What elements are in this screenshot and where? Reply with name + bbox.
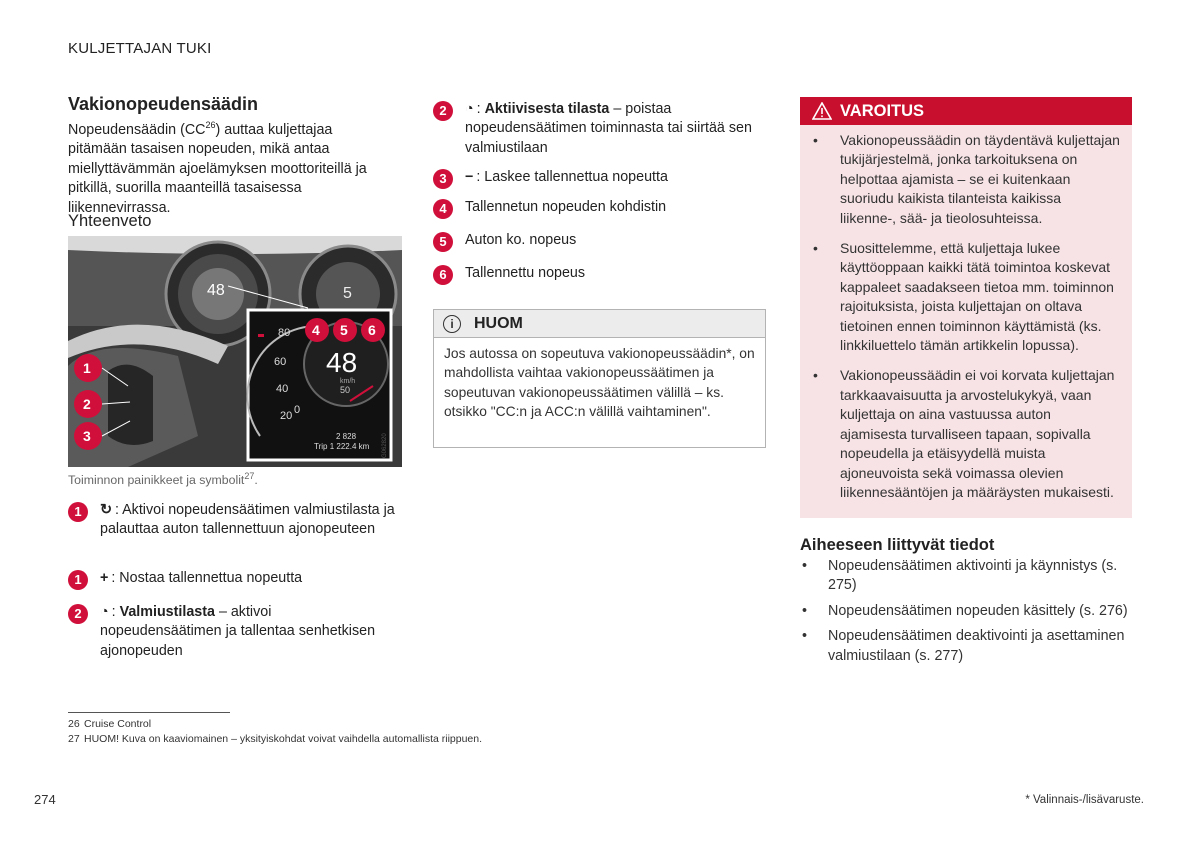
list-item: 2 ◔ : Aktiivisesta tilasta – poistaa nopeudensäätimen toiminnasta tai siirtää sen valmiustilaan (433, 101, 766, 159)
footnote-divider (68, 712, 230, 713)
plus-icon: + (100, 570, 109, 586)
warning-item: • Vakionopeussäädin on täydentävä kuljettajan tukijärjestelmä, jonka tarkoituksena on helpottaa ajamista – se ei kuitenkaan suoriudu kaikista tilanteista kaikissa liikenne-, sää- ja tieolosuhteissa. (800, 131, 1120, 228)
optional-equipment-note: * Valinnais-/lisävaruste. (1025, 794, 1144, 806)
callout-4: 4 (312, 322, 320, 338)
related-links (800, 557, 1130, 672)
related-link[interactable]: • Nopeudensäätimen nopeuden käsittely (s. 276) (800, 602, 1130, 621)
note-box (433, 309, 766, 448)
note-label: HUOM (474, 315, 523, 332)
callout-1: 1 (83, 360, 91, 376)
list-item: 1 ↻ : Aktivoi nopeudensäätimen valmiustilasta ja palauttaa auton tallennettuun ajonopeuteen (68, 502, 398, 560)
callout-5: 5 (340, 322, 348, 338)
list-item: 6 Tallennettu nopeus (433, 265, 766, 285)
callout-badge: 2 (433, 101, 453, 121)
minus-icon: − (465, 169, 474, 185)
note-text: Jos autossa on sopeutuva vakionopeussäädin*, on mahdollista vaihtaa vakionopeussäätimen ja sopeutuvan vakionopeussäätimen välillä – ks. otsikko "CC:n ja ACC:n välillä vaihtaminen". (444, 346, 755, 420)
dashboard-illustration (68, 236, 402, 467)
list-item: 4 Tallennetun nopeuden kohdistin (433, 199, 766, 219)
scale-tick: 0 (294, 404, 301, 416)
scale-tick: 80 (278, 327, 291, 339)
warning-label: VAROITUS (840, 102, 925, 120)
callout-badge: 1 (68, 502, 88, 522)
left-gauge-speed: 48 (207, 282, 225, 299)
zoom-set-speed: 50 (340, 385, 351, 395)
related-heading: Aiheeseen liittyvät tiedot (800, 536, 995, 554)
list-item: 3 − : Laskee tallennettua nopeutta (433, 169, 766, 189)
resume-icon: ↻ (100, 502, 112, 518)
cruise-gauge-icon: ◔ (100, 604, 109, 620)
callout-badge: 3 (433, 169, 453, 189)
figure-caption: Toiminnon painikkeet ja symbolit$^{27}$. (68, 470, 258, 487)
list-item: 5 Auton ko. nopeus (433, 232, 766, 252)
scale-tick: 60 (274, 356, 287, 368)
footnote-27: 27 HUOM! Kuva on kaaviomainen – yksityiskohdat voivat vaihdella automallista riippuen. (68, 733, 483, 745)
callout-badge: 6 (433, 265, 453, 285)
overview-heading: Yhteenveto (68, 212, 152, 230)
info-icon: i (443, 315, 461, 333)
footnote-ref-26[interactable]: 26 (205, 120, 216, 131)
warning-item: • Vakionopeussäädin ei voi korvata kuljettajan tarkkaavaisuutta ja arvostelukykyä, vaan kuljettaja on aina vastuussa auton ajamisesta turvalliseen tapaan, sopivalla nopeudella ja etäisyydellä muista ajoneuvoista sekä voimassa olevien liikennesääntöjen ja määräysten mukaisesti. (800, 366, 1120, 502)
warning-triangle-icon (812, 102, 832, 120)
running-header: KULJETTAJAN TUKI (68, 40, 212, 57)
intro-paragraph: Nopeudensäädin (CC$^{26}$) auttaa kuljettajaa pitämään tasaisen nopeuden, mikä antaa miellyttävämmän ajoelämyksen moottoriteillä ja pitkillä, suorilla maanteillä tasaisessa liikennevirrassa. (68, 120, 367, 216)
page-number: 274 (34, 792, 56, 807)
callout-6: 6 (368, 322, 376, 338)
warning-item: • Suosittelemme, että kuljettaja lukee käyttöoppaan kaikki tätä toimintoa koskevat kappaleet saadakseen tietoa mm. toiminnon rajoituksista, joista kuljettajan on oltava tietoinen ennen toiminnon käyttämistä (ks. linkkiluettelo tämän artikkelin lopussa). (800, 239, 1120, 355)
scale-tick: 40 (276, 383, 289, 395)
related-link[interactable]: • Nopeudensäätimen aktivointi ja käynnistys (s. 275) (800, 557, 1130, 596)
odometer: 2 828 (336, 432, 357, 441)
note-header (434, 310, 765, 338)
callout-badge: 1 (68, 570, 88, 590)
callout-badge: 4 (433, 199, 453, 219)
footnote-ref-27[interactable]: 27 (244, 470, 255, 481)
trip-meter: Trip 1 222.4 km (314, 442, 370, 451)
scale-tick: 20 (280, 410, 293, 422)
list-item: 2 ◔ : Valmiustilasta – aktivoi nopeudensäätimen ja tallentaa senhetkisen ajonopeuden (68, 604, 398, 644)
callout-badge: 2 (68, 604, 88, 624)
related-link[interactable]: • Nopeudensäätimen deaktivointi ja asettaminen valmiustilaan (s. 277) (800, 627, 1130, 666)
warning-box (800, 97, 1132, 518)
right-gauge-value: 5 (343, 285, 352, 302)
cruise-gauge-icon: ◔ (465, 101, 474, 117)
list-item: 1 + : Nostaa tallennettua nopeutta (68, 570, 398, 590)
warning-header (800, 97, 1132, 125)
footnote-26: 26 Cruise Control (68, 718, 152, 730)
callout-badge: 5 (433, 232, 453, 252)
warning-list (800, 131, 1120, 513)
callout-3: 3 (83, 428, 91, 444)
figure-code: G062820 (382, 433, 388, 458)
callout-2: 2 (83, 396, 91, 412)
page-title: Vakionopeudensäädin (68, 94, 259, 114)
zoom-current-speed: 48 (326, 347, 358, 378)
zoom-speed-unit: km/h (340, 378, 356, 385)
